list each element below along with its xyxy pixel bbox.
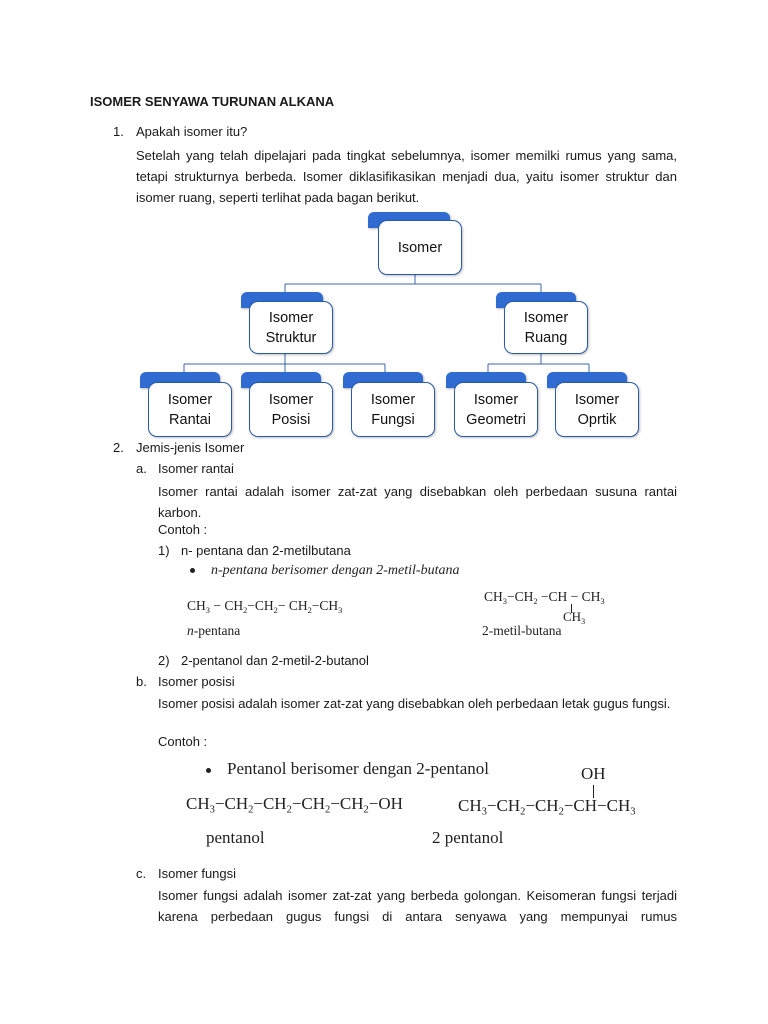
section-2-heading: Jemis-jenis Isomer [136,440,245,455]
node-isomer-posisi-label: Isomer Posisi [268,391,314,428]
example-2-text: 2-pentanol dan 2-metil-2-butanol [181,653,369,668]
figure-1-label-left-italic: n [187,623,194,638]
subsection-b-contoh: Contoh : [158,734,208,749]
section-1-heading: Apakah isomer itu? [136,124,248,139]
node-isomer-oprtik-label: Isomer Oprtik [574,391,620,428]
figure-1-label-left [187,623,240,639]
subsection-a-label: a. [136,461,147,476]
node-isomer-posisi [249,382,333,437]
example-2-number: 2) [158,653,170,668]
figure-1-label-left-rest: -pentana [193,623,241,638]
figure-1-heading-italic: n [211,563,218,578]
node-isomer-ruang-label: Isomer Ruang [523,309,569,346]
subsection-b-paragraph: Isomer posisi adalah isomer zat-zat yang disebabkan oleh perbedaan letak gugus fungsi. [158,696,671,711]
bullet-icon [206,768,211,773]
figure-1-branch: $CH_3$ [563,609,586,626]
figure-2-label-left: pentanol [206,828,265,847]
figure-1-label-right: 2-metil-butana [482,623,562,638]
subsection-c-label: c. [136,866,147,881]
section-1-number: 1. [113,124,124,139]
figure-2-heading [206,759,489,779]
node-isomer-geometri-label: Isomer Geometri [466,391,526,428]
subsection-a-heading: Isomer rantai [158,461,234,476]
example-1-number: 1) [158,543,170,558]
node-isomer [378,220,462,275]
figure-1-formula-right: $CH_3-CH_2 -CH - CH_3$ [484,589,605,606]
node-isomer-fungsi-label: Isomer Fungsi [370,391,416,428]
figure-1-heading [190,563,459,579]
bullet-icon [190,568,195,573]
figure-2-formula-left: $CH_3-CH_2-CH_2-CH_2-CH_2-OH$ [186,794,403,816]
section-2-number: 2. [113,440,124,455]
subsection-b-label: b. [136,674,147,689]
figure-2-branch: OH [581,764,606,783]
node-isomer-struktur-label: Isomer Struktur [265,309,317,346]
node-isomer-rantai [148,382,232,437]
node-isomer-geometri [454,382,538,437]
subsection-b-heading: Isomer posisi [158,674,235,689]
node-isomer-struktur [249,301,333,354]
node-isomer-fungsi [351,382,435,437]
figure-2-heading-text: Pentanol berisomer dengan 2-pentanol [227,759,490,778]
subsection-c-paragraph: Isomer fungsi adalah isomer zat-zat yang berbeda golongan. Keisomeran fungsi terjadi karena perbedaan gugus fungsi di antara senyawa yang mempunyai rumus [158,888,677,924]
example-1-text: n- pentana dan 2-metilbutana [181,543,351,558]
subsection-c-heading: Isomer fungsi [158,866,237,881]
document-title: ISOMER SENYAWA TURUNAN ALKANA [90,94,335,109]
node-isomer-label: Isomer [397,239,443,256]
node-isomer-ruang [504,301,588,354]
node-isomer-rantai-label: Isomer Rantai [167,391,213,428]
node-isomer-oprtik [555,382,639,437]
subsection-a-contoh: Contoh : [158,522,208,537]
figure-1-formula-left: $CH_3 - CH_2-CH_2- CH_2-CH_3$ [187,598,343,615]
figure-1-heading-rest: -pentana berisomer dengan 2-metil-butana [218,563,460,578]
figure-2-formula-right: $CH_3-CH_2-CH_2-CH-CH_3$ [458,796,636,818]
figure-2-label-right: 2 pentanol [432,828,504,847]
subsection-a-paragraph: Isomer rantai adalah isomer zat-zat yang disebabkan oleh perbedaan susuna rantai karbon. [158,484,677,520]
section-1-paragraph: Setelah yang telah dipelajari pada tingkat sebelumnya, isomer memilki rumus yang sama, tetapi strukturnya berbeda. Isomer diklasifikasikan menjadi dua, yaitu isomer struktur dan isomer ruang, seperti terlihat pada bagan berikut. [136,148,677,205]
